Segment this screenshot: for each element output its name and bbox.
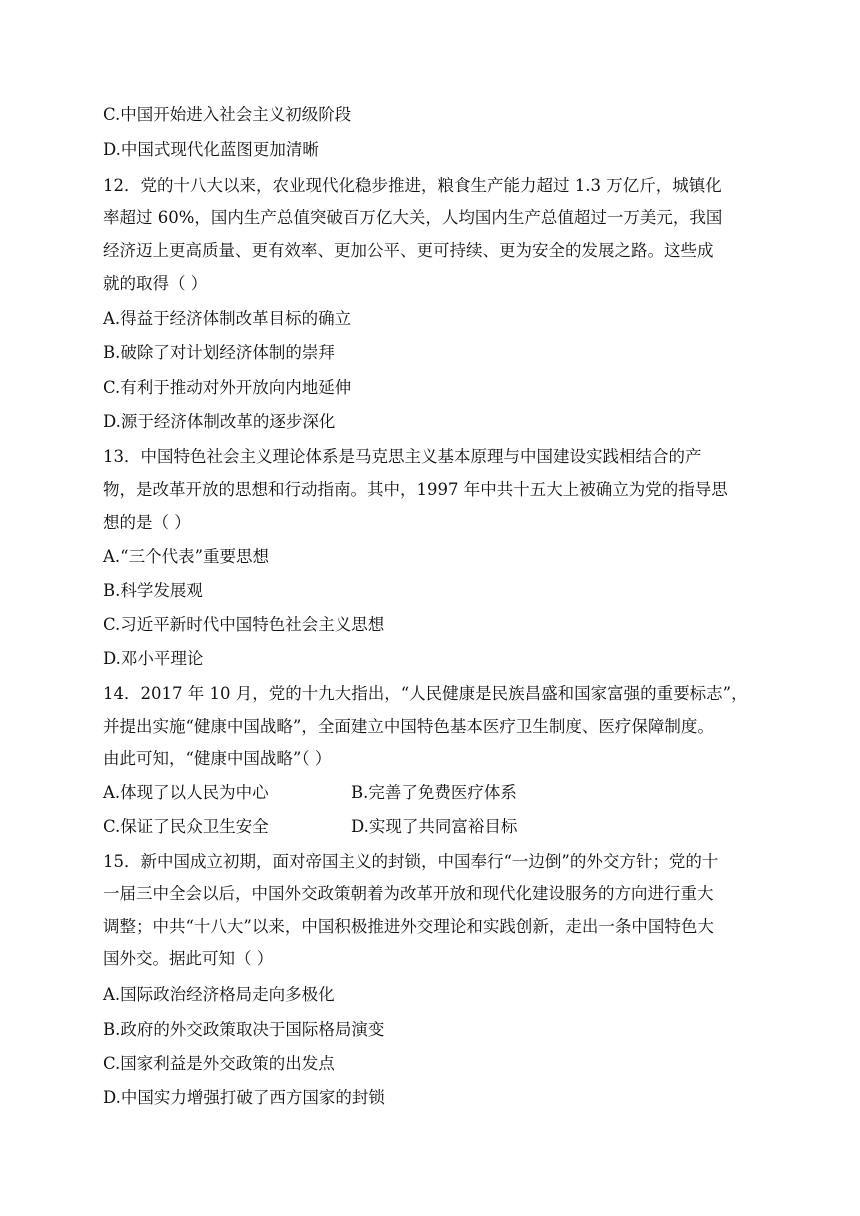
q12-stem-line: 率超过 60%，国内生产总值突破百万亿大关，人均国内生产总值超过一万美元，我国 [103, 208, 723, 227]
q13-option-a: A.“三个代表”重要思想 [103, 547, 270, 566]
q12-option-c: C.有利于推动对外开放向内地延伸 [103, 378, 352, 397]
q13-stem-line: 13．中国特色社会主义理论体系是马克思主义基本原理与中国建设实践相结合的产 [103, 447, 702, 466]
q12-stem-line: 经济迈上更高质量、更有效率、更加公平、更可持续、更为安全的发展之路。这些成 [103, 241, 714, 260]
q12-option-d: D.源于经济体制改革的逐步深化 [103, 412, 336, 431]
q12-option-a: A.得益于经济体制改革目标的确立 [103, 309, 352, 328]
q15-stem-line: 15．新中国成立初期，面对帝国主义的封锁，中国奉行“一边倒”的外交方针；党的十 [103, 852, 719, 871]
q12-stem-line: 12．党的十八大以来，农业现代化稳步推进，粮食生产能力超过 1.3 万亿斤，城镇化 [103, 176, 722, 195]
q15-stem-line: 调整；中共“十八大”以来，中国积极推进外交理论和实践创新，走出一条中国特色大 [103, 917, 714, 936]
q14-stem-line: 14．2017 年 10 月，党的十九大指出，“人民健康是民族昌盛和国家富强的重要标志”， [103, 684, 748, 703]
q14-option-a: A.体现了以人民为中心 [103, 783, 269, 802]
q13-option-b: B.科学发展观 [103, 581, 203, 600]
q14-options-row [103, 783, 269, 803]
q14-option-b: B.完善了免费医疗体系 [351, 783, 517, 802]
q15-option-a: A.国际政治经济格局走向多极化 [103, 985, 335, 1004]
q11-option-c: C.中国开始进入社会主义初级阶段 [103, 105, 352, 124]
q14-option-c: C.保证了民众卫生安全 [103, 817, 269, 836]
q15-option-c: C.国家利益是外交政策的出发点 [103, 1054, 335, 1073]
q15-stem-line: 国外交。据此可知（ ） [103, 949, 274, 968]
q12-stem-line: 就的取得（ ） [103, 274, 208, 293]
q13-option-d: D.邓小平理论 [103, 649, 204, 668]
q13-option-c: C.习近平新时代中国特色社会主义思想 [103, 615, 385, 634]
q12-option-b: B.破除了对计划经济体制的崇拜 [103, 343, 335, 362]
q13-stem-line: 想的是（ ） [103, 513, 191, 532]
q14-option-d: D.实现了共同富裕目标 [351, 817, 518, 836]
q11-option-d: D.中国式现代化蓝图更加清晰 [103, 140, 319, 159]
q14-stem-line: 由此可知，“健康中国战略”（ ） [103, 749, 332, 768]
q14-stem-line: 并提出实施“健康中国战略”，全面建立中国特色基本医疗卫生制度、医疗保障制度。 [103, 717, 714, 736]
q15-stem-line: 一届三中全会以后，中国外交政策朝着为改革开放和现代化建设服务的方向进行重大 [103, 884, 714, 903]
q15-option-b: B.政府的外交政策取决于国际格局演变 [103, 1020, 385, 1039]
q15-option-d: D.中国实力增强打破了西方国家的封锁 [103, 1088, 385, 1107]
q13-stem-line: 物，是改革开放的思想和行动指南。其中，1997 年中共十五大上被确立为党的指导思 [103, 480, 728, 499]
